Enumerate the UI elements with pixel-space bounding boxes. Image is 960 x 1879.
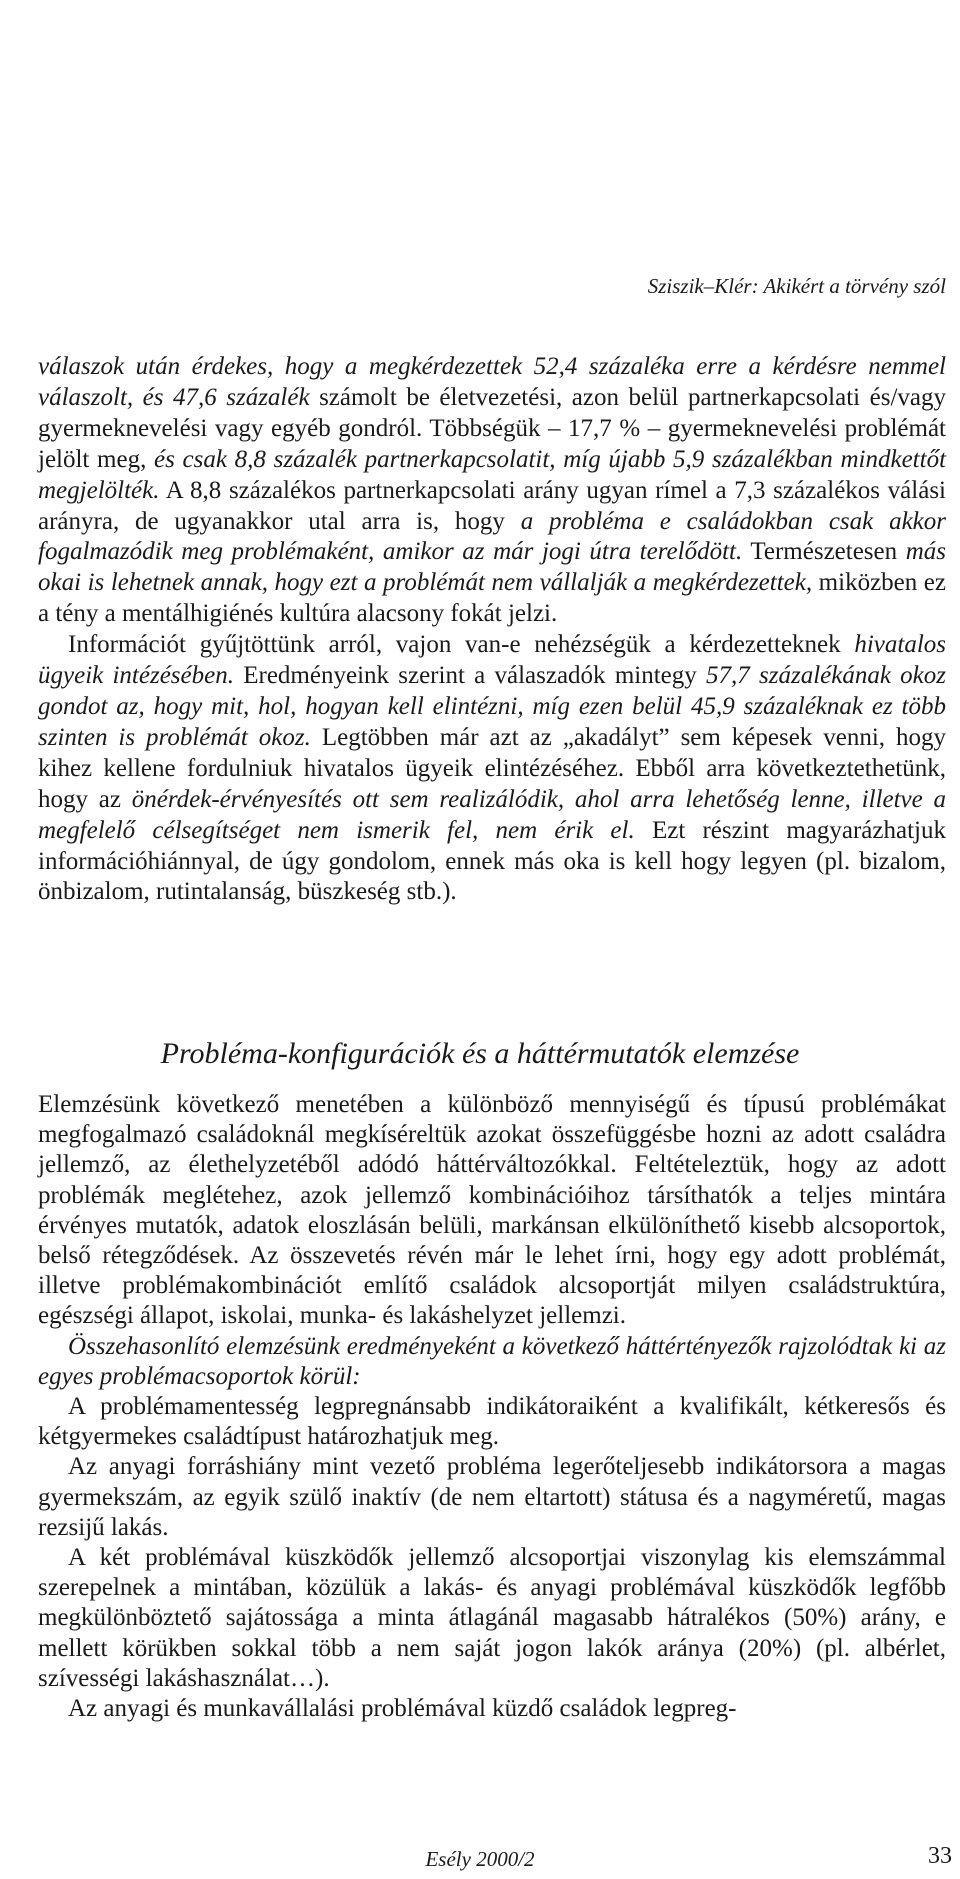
paragraph-2 bbox=[38, 630, 946, 908]
running-head: Sziszik–Klér: Akikért a törvény szól bbox=[647, 274, 946, 298]
section-title: Probléma-konfigurációk és a háttérmutatók elemzése bbox=[160, 1037, 800, 1070]
text-italic: a probléma e családokban csak akkor fogalmazódik meg problémaként, amikor az már jogi útra terelődött. bbox=[38, 507, 946, 566]
text-italic: önérdek-érvényesítés ott sem realizálódik, ahol arra lehetőség lenne, illetve a megfelelő célsegítséget nem ismerik fel, nem érik el. bbox=[38, 785, 946, 844]
text-italic: 57,7 százalékának okoz gondot az, hogy mit, hol, hogyan kell elintézni, míg ezen belül 45,9 százaléknak ez több szinten is problémát okoz. bbox=[38, 662, 947, 751]
text-run: számolt be életvezetési, azon belül partnerkapcsolati és/vagy gyermeknevelési vagy egyéb gondról. Többségük – 17,7 % – gyermeknevelési problémát jelölt meg, bbox=[38, 383, 946, 473]
paragraph-7: A két problémával küszködők jellemző alcsoportjai viszonylag kis elemszámmal szerepelnek a mintában, közülük a lakás- és anyagi problémával küszködők legfőbb megkülönböztető sajátossága a minta átlagánál magasabb hátralékos (50%) arány, e mellett körükben sokkal több a nem saját jogon lakók aránya (20%) (pl. albérlet, szívességi lakáshasználat…). bbox=[38, 1544, 946, 1692]
text-run: Legtöbben már azt az „akadályt” sem képesek venni, hogy kihez kellene fordulniuk hivatalos ügyeik elintézéséhez. Ebből arra következtethetünk, hogy az bbox=[38, 723, 946, 813]
text-run: Ezt részint magyarázhatjuk információhiánnyal, de úgy gondolom, ennek más oka is kell hogy legyen (pl. bizalom, önbizalom, rutintalanság, büszkeség stb.). bbox=[38, 816, 946, 906]
paragraph-6: Az anyagi forráshiány mint vezető probléma legerőteljesebb indikátorsora a magas gyermekszám, az egyik szülő inaktív (de nem eltartott) státusa és a nagyméretű, magas rezsijű lakás. bbox=[38, 1453, 946, 1541]
text-italic: és csak 8,8 százalék partnerkapcsolatit, míg újabb 5,9 százalékban mindkettőt megjelölték. bbox=[38, 445, 947, 504]
paragraph-1 bbox=[38, 352, 946, 630]
text-run: A 8,8 százalékos partnerkapcsolati arány ugyan rímel a 7,3 százalékos válási arányra, de ugyanakkor utal arra is, hogy bbox=[38, 476, 946, 535]
paragraph-3: Elemzésünk következő menetében a különböző mennyiségű és típusú problémákat megfogalmazó családoknál megkíséreltük azokat összefüggésbe hozni az adott családra jellemző, az élethelyzetéből adódó háttérváltozókkal. Feltételeztük, hogy az adott problémák meglétehez, azok jellemző kombinációihoz társíthatók a teljes mintára érvényes mutatók, adatok eloszlásán belüli, markánsan elkülöníthető kisebb alcsoportok, belső rétegződések. Az összevetés révén már le lehet írni, hogy egy adott problémát, illetve problémakombinációt említő családok alcsoportját milyen családstruktúra, egészségi állapot, iskolai, munka- és lakáshelyzet jellemzi. bbox=[38, 1091, 946, 1330]
paragraph-5: A problémamentesség legpregnánsabb indikátoraiként a kvalifikált, kétkeresős és kétgyermekes családtípust határozhatjuk meg. bbox=[38, 1393, 946, 1451]
text-run: Információt gyűjtöttünk arról, vajon van-e nehézségük a kérdezetteknek bbox=[68, 631, 855, 659]
text-italic: válaszok után érdekes, hogy a megkérdezettek 52,4 százaléka erre a kérdésre nemmel válaszolt, és 47,6 százalék bbox=[38, 353, 946, 411]
footer-journal: Esély 2000/2 bbox=[425, 1847, 535, 1871]
paragraph-8: Az anyagi és munkavállalási problémával küzdő családok legpreg- bbox=[68, 1695, 737, 1723]
text-run: Eredményeink szerint a válaszadók mintegy bbox=[233, 662, 706, 690]
text-italic: Összehasonlító elemzésünk eredményeként a következő háttértényezők rajzolódtak ki az egyes problémacsoportok körül: bbox=[38, 1332, 946, 1390]
text-run: miközben ez a tény a mentálhigiénés kultúra alacsony fokát jelzi. bbox=[38, 569, 947, 628]
body-text-bottom bbox=[38, 1090, 946, 1724]
body-text-top bbox=[38, 352, 946, 908]
text-italic: hivatalos ügyeik intézésében. bbox=[38, 631, 946, 690]
page-number: 33 bbox=[928, 1843, 952, 1869]
paragraph-4 bbox=[38, 1332, 946, 1392]
text-italic: más okai is lehetnek annak, hogy ezt a problémát nem vállalják a megkérdezettek, bbox=[38, 538, 946, 597]
text-run: Természetesen bbox=[742, 538, 906, 566]
